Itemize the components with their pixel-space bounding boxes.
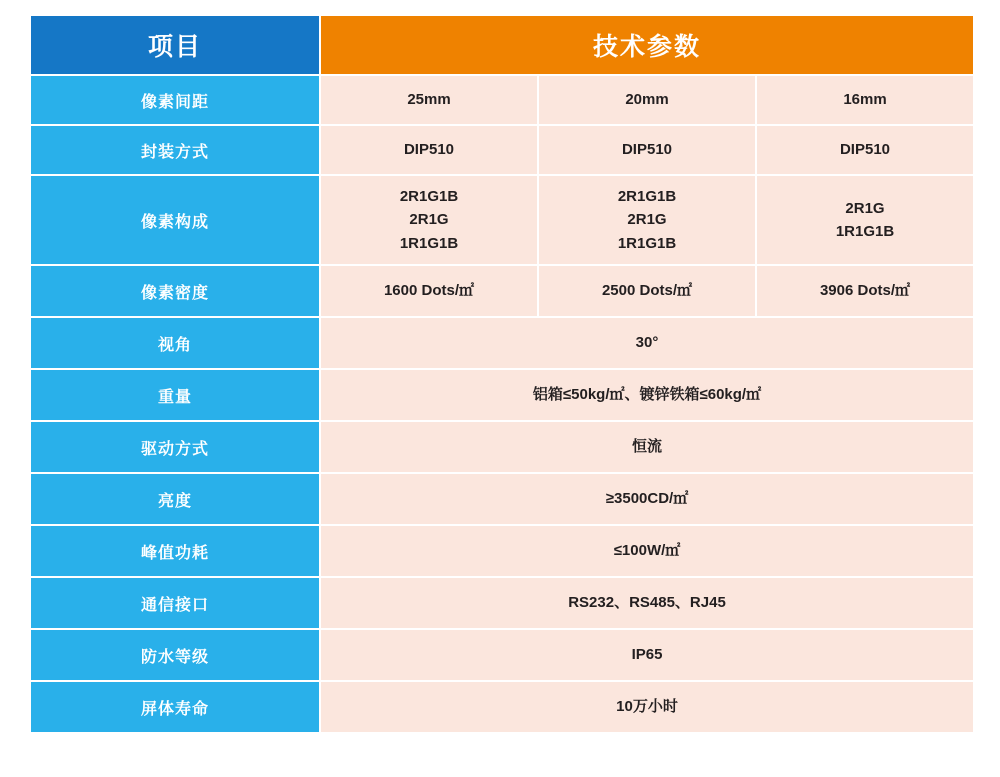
table-row	[31, 630, 973, 680]
value-cell: 16mm	[757, 76, 973, 124]
value-line: 1R1G1B	[835, 223, 895, 240]
row-label-package-type: 封装方式	[31, 126, 319, 174]
table-row	[31, 474, 973, 524]
table-row	[31, 578, 973, 628]
row-label-peak-power: 峰值功耗	[31, 526, 319, 576]
value-line: 2R1G	[627, 211, 667, 229]
table-row	[31, 422, 973, 472]
value-cell: 10万小时	[321, 682, 973, 732]
value-line: 2R1G1B	[399, 188, 459, 206]
value-cell: 铝箱≤50kg/㎡、镀锌铁箱≤60kg/㎡	[321, 370, 973, 420]
value-line: 2R1G	[409, 211, 449, 229]
row-label-waterproof-rating: 防水等级	[31, 630, 319, 680]
value-cell: 25mm	[321, 76, 537, 124]
row-label-pixel-composition: 像素构成	[31, 176, 319, 264]
table-row	[31, 370, 973, 420]
table-row	[31, 76, 973, 124]
value-cell: 3906 Dots/㎡	[757, 266, 973, 316]
table-header-row	[31, 16, 973, 74]
header-item: 项目	[31, 16, 319, 74]
value-cell: ≥3500CD/㎡	[321, 474, 973, 524]
header-parameter: 技术参数	[321, 16, 973, 74]
value-line: 1R1G1B	[399, 234, 459, 252]
value-cell	[321, 176, 537, 264]
spec-table-container	[29, 14, 971, 734]
table-row	[31, 126, 973, 174]
table-row	[31, 526, 973, 576]
value-cell	[539, 176, 755, 264]
row-label-screen-lifetime: 屏体寿命	[31, 682, 319, 732]
value-cell: IP65	[321, 630, 973, 680]
value-cell	[757, 176, 973, 264]
row-label-communication-interface: 通信接口	[31, 578, 319, 628]
value-cell: DIP510	[321, 126, 537, 174]
value-cell: RS232、RS485、RJ45	[321, 578, 973, 628]
value-line: 2R1G1B	[617, 188, 677, 206]
row-label-viewing-angle: 视角	[31, 318, 319, 368]
value-cell: 20mm	[539, 76, 755, 124]
value-cell: 恒流	[321, 422, 973, 472]
row-label-drive-mode: 驱动方式	[31, 422, 319, 472]
table-row	[31, 318, 973, 368]
value-cell: 1600 Dots/㎡	[321, 266, 537, 316]
value-line: 1R1G1B	[617, 234, 677, 252]
row-label-pixel-pitch: 像素间距	[31, 76, 319, 124]
table-row	[31, 176, 973, 264]
value-cell: ≤100W/㎡	[321, 526, 973, 576]
value-cell: DIP510	[539, 126, 755, 174]
row-label-pixel-density: 像素密度	[31, 266, 319, 316]
row-label-brightness: 亮度	[31, 474, 319, 524]
value-cell: 30°	[321, 318, 973, 368]
row-label-weight: 重量	[31, 370, 319, 420]
table-row	[31, 682, 973, 732]
value-cell: DIP510	[757, 126, 973, 174]
value-line: 2R1G	[845, 199, 885, 217]
table-row	[31, 266, 973, 316]
specification-table	[29, 14, 975, 734]
value-cell: 2500 Dots/㎡	[539, 266, 755, 316]
